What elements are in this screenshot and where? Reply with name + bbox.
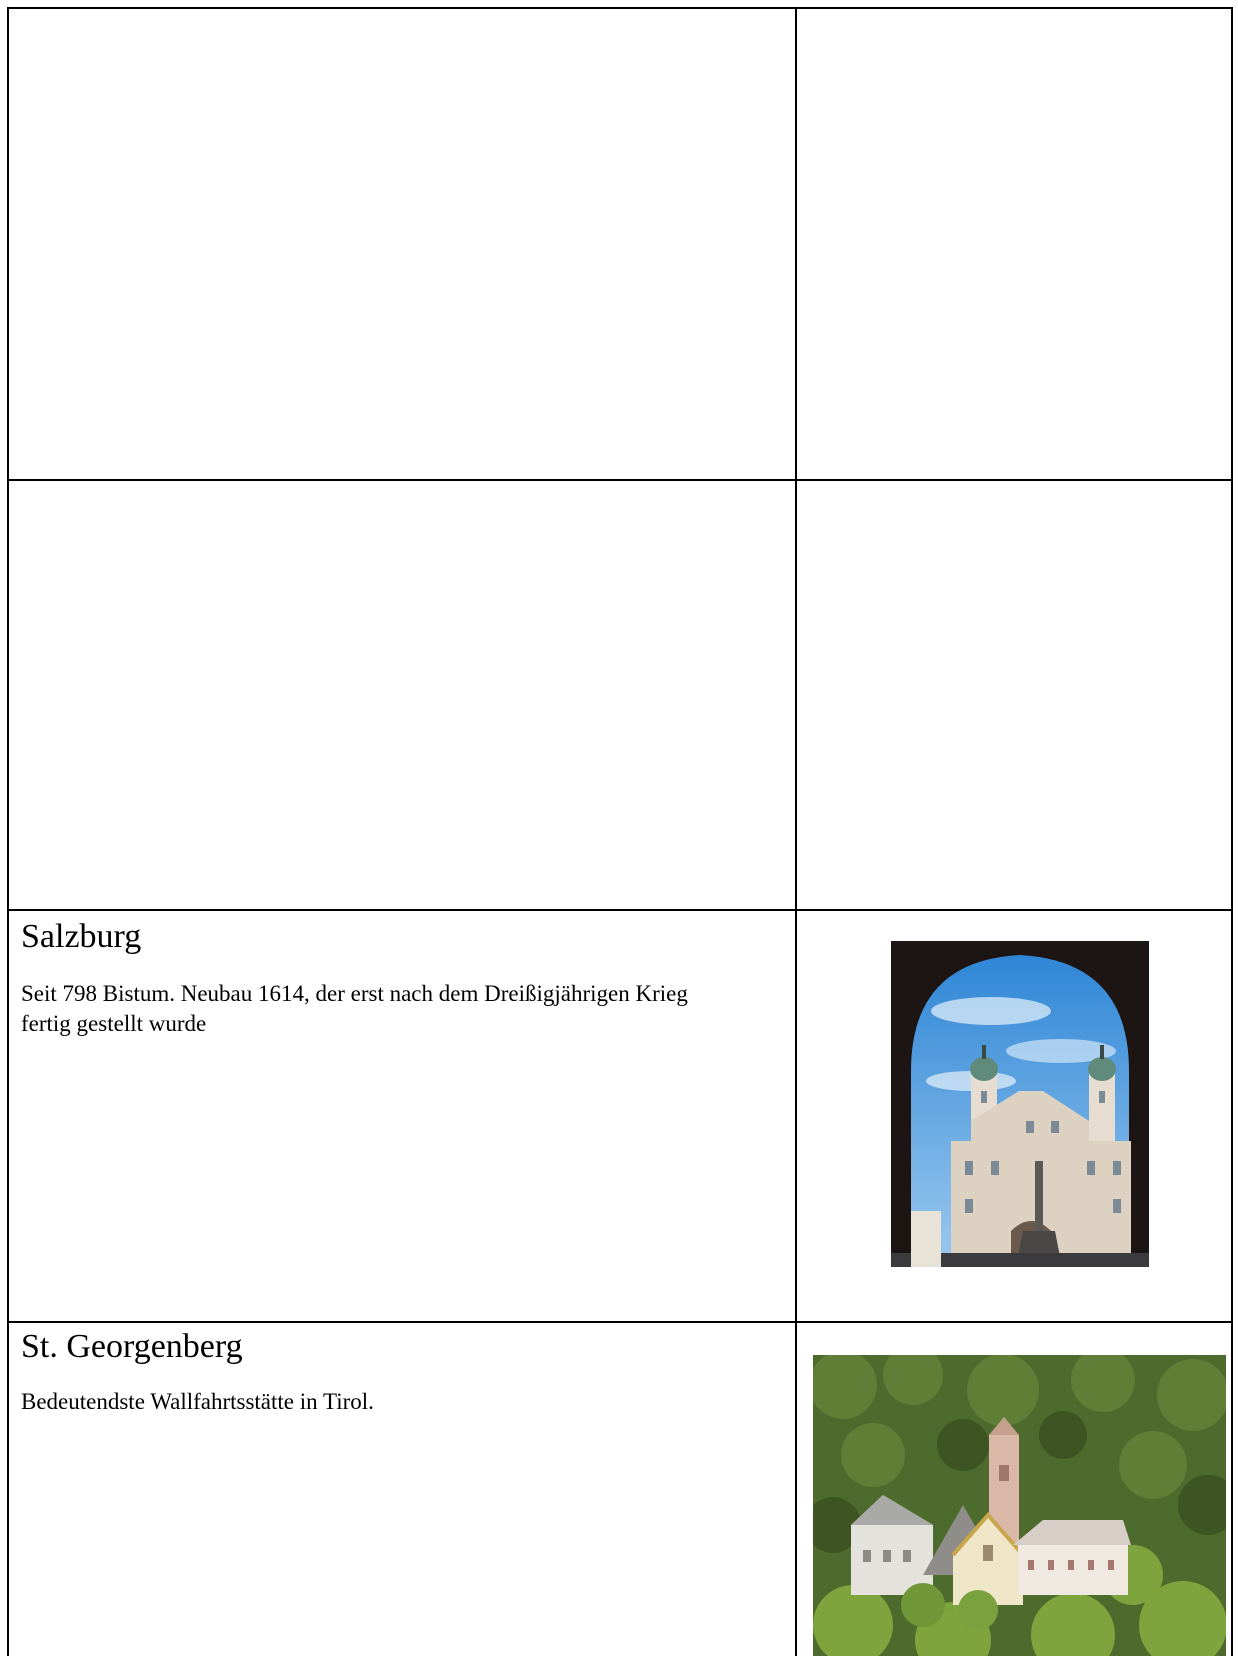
table-border-right: [1231, 7, 1233, 1656]
row-divider-1: [7, 479, 1233, 481]
salzburg-title: Salzburg: [21, 918, 142, 955]
salzburg-description: Seit 798 Bistum. Neubau 1614, der erst nach dem Dreißigjährigen Krieg fertig gestellt wurde: [21, 981, 688, 1036]
salzburg-cathedral-photo: [891, 941, 1149, 1267]
salzburg-text-cell: [21, 917, 781, 1039]
st-georgenberg-description: Bedeutendste Wallfahrtsstätte in Tirol.: [21, 1389, 374, 1414]
column-divider: [795, 7, 797, 1656]
st-georgenberg-title: St. Georgenberg: [21, 1328, 243, 1365]
document-table: [7, 7, 1233, 1656]
table-border-top: [7, 7, 1233, 9]
st-georgenberg-text-cell: [21, 1327, 781, 1417]
st-georgenberg-monastery-photo: [813, 1355, 1226, 1656]
table-border-left: [7, 7, 9, 1656]
row-divider-2: [7, 909, 1233, 911]
row-divider-3: [7, 1321, 1233, 1323]
